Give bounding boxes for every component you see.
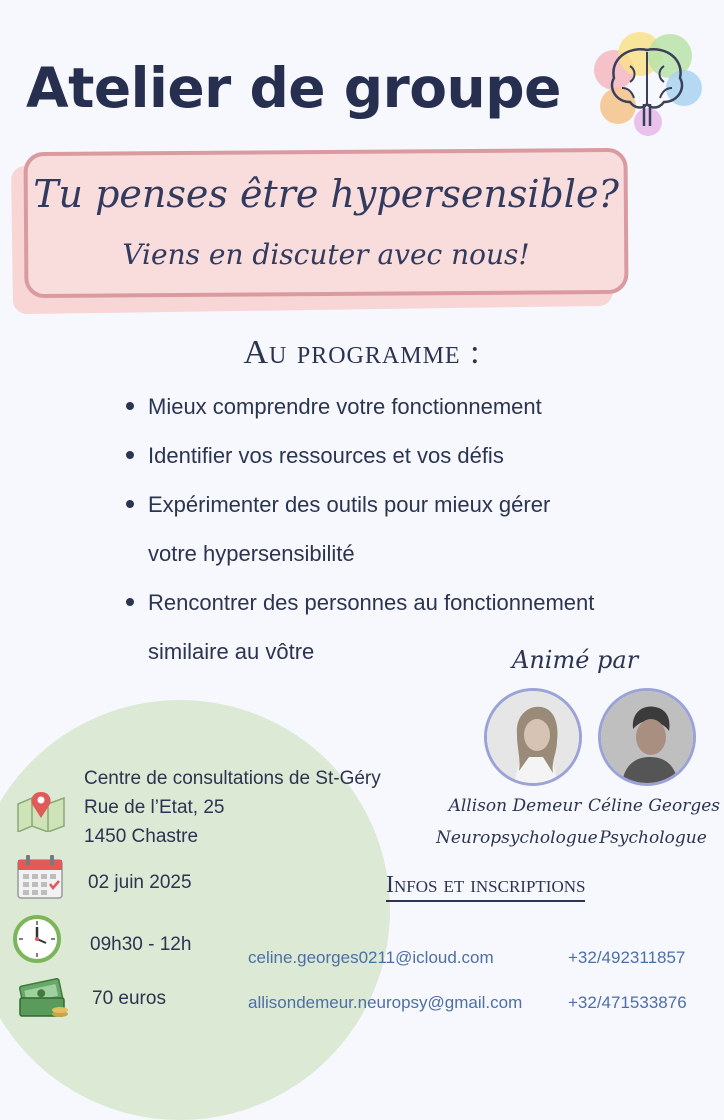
clock-icon	[12, 914, 62, 969]
list-item: Identifier vos ressources et vos défis	[124, 431, 704, 480]
tagline-box	[23, 148, 628, 298]
avatar	[484, 688, 582, 786]
host-name: Allison Demeur	[448, 796, 582, 816]
programme-list	[124, 382, 704, 676]
list-item-continuation: votre hypersensibilité	[148, 541, 355, 566]
host-name: Céline Georges	[588, 796, 721, 816]
email-link[interactable]: celine.georges0211@icloud.com	[248, 948, 494, 967]
calendar-icon	[16, 854, 64, 905]
list-item: Expérimenter des outils pour mieux gérer	[124, 480, 704, 529]
brain-logo-icon	[592, 26, 702, 136]
host-role: Psychologue	[599, 828, 707, 848]
phone-link[interactable]: +32/471533876	[568, 993, 687, 1012]
programme-heading: Au programme :	[243, 334, 481, 371]
hosts-heading: Animé par	[512, 646, 639, 674]
contact-heading: Infos et inscriptions	[386, 872, 585, 902]
location-line3: 1450 Chastre	[84, 826, 199, 847]
money-icon	[16, 974, 70, 1025]
location-line2: Rue de l’Etat, 25	[84, 797, 225, 818]
avatar	[598, 688, 696, 786]
location-line1: Centre de consultations de St-Géry	[84, 768, 381, 789]
email-link[interactable]: allisondemeur.neuropsy@gmail.com	[248, 993, 523, 1012]
list-item-continuation: similaire au vôtre	[148, 639, 315, 664]
host-role: Neuropsychologue	[436, 828, 598, 848]
tagline-line1: Tu penses être hypersensible?	[33, 172, 619, 216]
decorative-blob	[0, 700, 390, 1120]
event-time: 09h30 - 12h	[90, 934, 192, 955]
list-item: Mieux comprendre votre fonctionnement	[124, 382, 704, 431]
phone-link[interactable]: +32/492311857	[568, 948, 686, 967]
event-price: 70 euros	[92, 988, 166, 1009]
list-item: Rencontrer des personnes au fonctionnement	[124, 578, 704, 627]
page-title: Atelier de groupe	[26, 56, 561, 120]
map-pin-icon	[14, 790, 68, 837]
event-date: 02 juin 2025	[88, 872, 192, 893]
tagline-line2: Viens en discuter avec nous!	[122, 238, 530, 271]
